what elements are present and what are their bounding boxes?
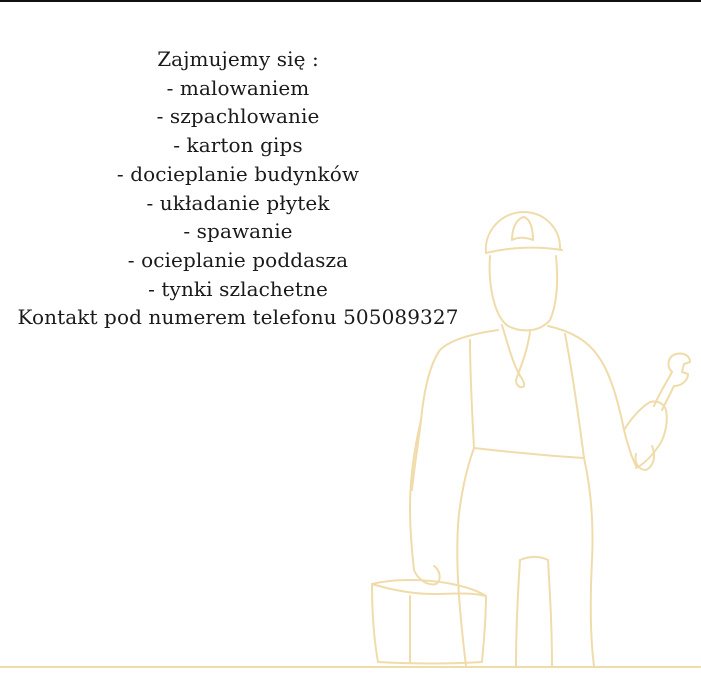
overall-legs	[457, 448, 594, 666]
worker-right-arm	[624, 401, 667, 468]
service-item: - ocieplanie poddasza	[127, 247, 349, 272]
service-item: - malowaniem	[166, 75, 310, 100]
service-item: - szpachlowanie	[156, 104, 320, 129]
overall-straps	[470, 334, 584, 458]
service-item: - tynki szlachetne	[148, 276, 328, 301]
toolbox	[372, 580, 486, 664]
service-item: - docieplanie budynków	[116, 161, 360, 186]
wrench	[635, 353, 690, 470]
services-text-block	[0, 45, 476, 332]
service-item: - spawanie	[183, 219, 293, 244]
worker-torso	[412, 326, 636, 490]
worker-left-arm	[410, 420, 440, 584]
worker-head	[490, 256, 557, 330]
services-heading: Zajmujemy się :	[157, 47, 319, 71]
worker-collar	[502, 325, 530, 387]
service-item: - układanie płytek	[146, 190, 330, 215]
top-divider	[0, 0, 701, 2]
service-item: - karton gips	[173, 133, 303, 158]
hard-hat	[486, 212, 562, 253]
contact-line: Kontakt pod numerem telefonu 505089327	[17, 305, 459, 330]
